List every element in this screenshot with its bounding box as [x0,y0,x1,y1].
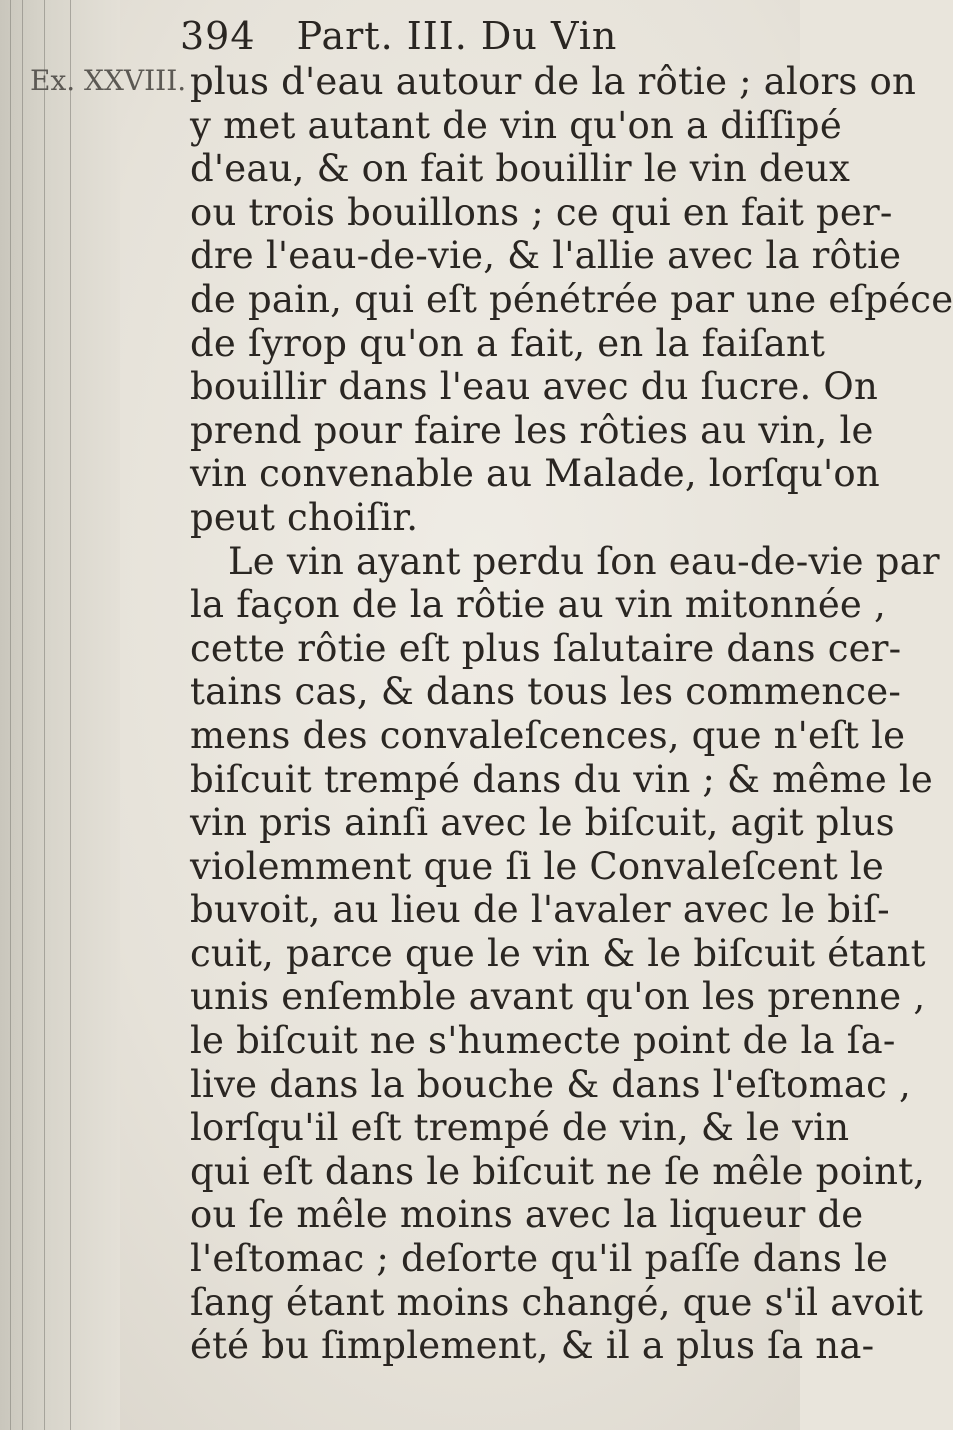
text-line: qui eſt dans le biſcuit ne ſe mêle point, [190,1149,926,1193]
gutter-edge-line [22,0,23,1430]
page-number: 394 [180,14,256,58]
gutter-edge-line [70,0,71,1430]
text-line: ou trois bouillons ; ce qui en fait per- [190,190,893,234]
text-line: lorſqu'il eſt trempé de vin, & le vin [190,1106,850,1150]
text-line: mens des convaleſcences, que n'eſt le [190,713,906,757]
text-line: cuit, parce que le vin & le biſcuit étant [190,931,926,975]
margin-note: Ex. XXVIII. [30,64,187,97]
text-line: violemment que ſi le Convaleſcent le [190,844,885,888]
text-line: vin convenable au Malade, lorſqu'on [190,452,880,496]
text-line: y met autant de vin qu'on a diſſipé [190,103,842,147]
text-line: ſang étant moins changé, que s'il avoit [190,1280,924,1324]
text-line: buvoit, au lieu de l'avaler avec le biſ- [190,888,890,932]
text-line: la façon de la rôtie au vin mitonnée , [190,583,886,627]
running-title: Part. III. Du Vin [296,14,618,58]
text-line: l'eſtomac ; deſorte qu'il paſſe dans le [190,1237,889,1281]
text-line: été bu ſimplement, & il a plus ſa na- [190,1324,875,1368]
running-head [180,14,617,58]
text-line: unis enſemble avant qu'on les prenne , [190,975,926,1019]
text-line: prend pour faire les rôties au vin, le [190,408,874,452]
text-line: le biſcuit ne s'humecte point de la ſa- [190,1019,896,1063]
text-line: plus d'eau autour de la rôtie ; alors on [190,60,917,103]
text-line: bouillir dans l'eau avec du ſucre. On [190,365,878,409]
text-line: de pain, qui eſt pénétrée par une eſpéce [190,277,953,321]
text-line: dre l'eau-de-vie, & l'allie avec la rôtie [190,234,902,278]
page-gutter [0,0,120,1430]
paragraph-first-line: Le vin ayant perdu ſon eau-de-vie par [228,539,940,583]
text-line: biſcuit trempé dans du vin ; & même le [190,757,934,801]
text-line: live dans la bouche & dans l'eſtomac , [190,1062,911,1106]
text-line: d'eau, & on fait bouillir le vin deux [190,147,851,191]
text-line: de ſyrop qu'on a fait, en la faiſant [190,321,826,365]
text-line: vin pris ainſi avec le biſcuit, agit plus [190,801,895,845]
text-line: peut choiſir. [190,495,419,539]
gutter-edge-line [44,0,45,1430]
text-line: ou ſe mêle moins avec la liqueur de [190,1193,864,1237]
text-line: tains cas, & dans tous les commence- [190,670,902,714]
gutter-edge-line [10,0,11,1430]
text-line: cette rôtie eſt plus ſalutaire dans cer- [190,626,902,670]
body-text [190,60,953,1368]
